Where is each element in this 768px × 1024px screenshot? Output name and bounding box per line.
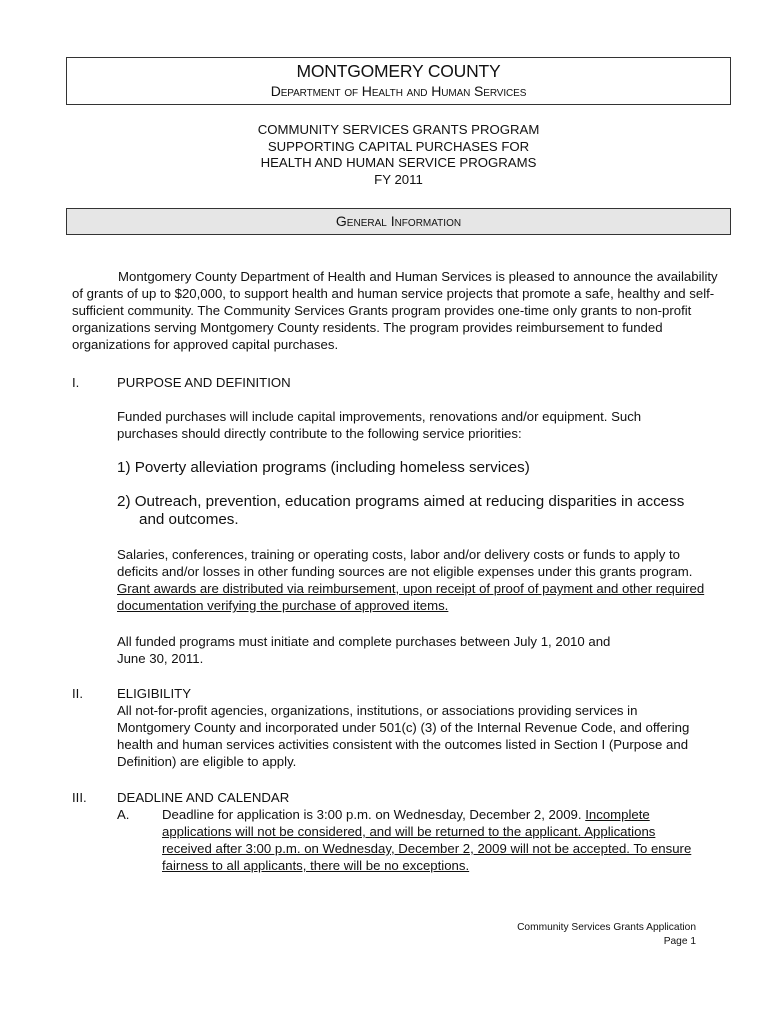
general-information-heading: General Information bbox=[66, 208, 731, 235]
department-title: Department of Health and Human Services bbox=[270, 83, 527, 99]
header-box bbox=[66, 57, 731, 105]
section-1-paragraph-2 bbox=[117, 546, 707, 614]
section-3-item-a-text bbox=[162, 806, 702, 874]
section-3-number: III. bbox=[72, 790, 87, 805]
section-1-number: I. bbox=[72, 375, 80, 390]
program-line-3: HEALTH AND HUMAN SERVICE PROGRAMS bbox=[260, 155, 537, 171]
footer-title: Community Services Grants Application bbox=[517, 922, 696, 933]
section-1-paragraph-3 bbox=[117, 633, 697, 667]
purchase-period-line-1: All funded programs must initiate and complete purchases between July 1, 2010 and bbox=[117, 634, 611, 649]
program-line-4: FY 2011 bbox=[374, 171, 423, 187]
deadline-warning: Incomplete applications will not be considered, and will be returned to the applicant. Applications received after 3:00 p.m. on Wednesday, December 2, 2009 will not be accepted. To ensure fairness to all applicants, there will be no exceptions. bbox=[162, 807, 692, 873]
priority-2-line-1: 2) Outreach, prevention, education programs aimed at reducing disparities in access bbox=[117, 493, 685, 510]
section-1-title: PURPOSE AND DEFINITION bbox=[117, 375, 291, 390]
section-3-item-a-letter: A. bbox=[117, 807, 130, 822]
program-title-block bbox=[66, 122, 731, 188]
program-line-1: COMMUNITY SERVICES GRANTS PROGRAM bbox=[257, 122, 540, 137]
section-2-paragraph: All not-for-profit agencies, organizations, institutions, or associations providing services in Montgomery County and incorporated under 501(c) (3) of the Internal Revenue Code, and offering health and human services activities consistent with the outcomes listed in Section I (Purpose and Definition) are eligible to apply. bbox=[117, 703, 690, 769]
section-1-paragraph-1: Funded purchases will include capital improvements, renovations and/or equipment. Such purchases should directly contribute to the following service priorities: bbox=[117, 409, 642, 441]
priority-2-line-2: and outcomes. bbox=[139, 511, 239, 528]
section-2-number: II. bbox=[72, 686, 83, 701]
intro-paragraph: Montgomery County Department of Health and Human Services is pleased to announce the availability of grants of up to $20,000, to support health and human service projects that promote a safe, healthy and self-sufficient community. The Community Services Grants program provides one-time only grants to non-profit organizations serving Montgomery County residents. The program provides reimbursement to funded organizations for approved capital purchases. bbox=[72, 269, 718, 352]
page-number: Page 1 bbox=[663, 936, 696, 947]
deadline-text: Deadline for application is 3:00 p.m. on Wednesday, December 2, 2009. bbox=[162, 807, 586, 822]
ineligible-expenses-text: Salaries, conferences, training or operating costs, labor and/or delivery costs or funds to apply to deficits and/or losses in other funding sources are not eligible expenses under this grants program. bbox=[117, 547, 693, 579]
reimbursement-notice: Grant awards are distributed via reimbursement, upon receipt of proof of payment and other required documentation verifying the purchase of approved items. bbox=[117, 581, 705, 613]
program-line-2: SUPPORTING CAPITAL PURCHASES FOR bbox=[267, 138, 530, 154]
priority-1: 1) Poverty alleviation programs (including homeless services) bbox=[117, 459, 530, 476]
section-2-title: ELIGIBILITY bbox=[117, 686, 192, 701]
purchase-period-line-2: June 30, 2011. bbox=[117, 651, 204, 666]
county-title: MONTGOMERY COUNTY bbox=[296, 61, 501, 81]
section-3-title: DEADLINE AND CALENDAR bbox=[117, 790, 290, 805]
page-footer bbox=[517, 921, 696, 949]
